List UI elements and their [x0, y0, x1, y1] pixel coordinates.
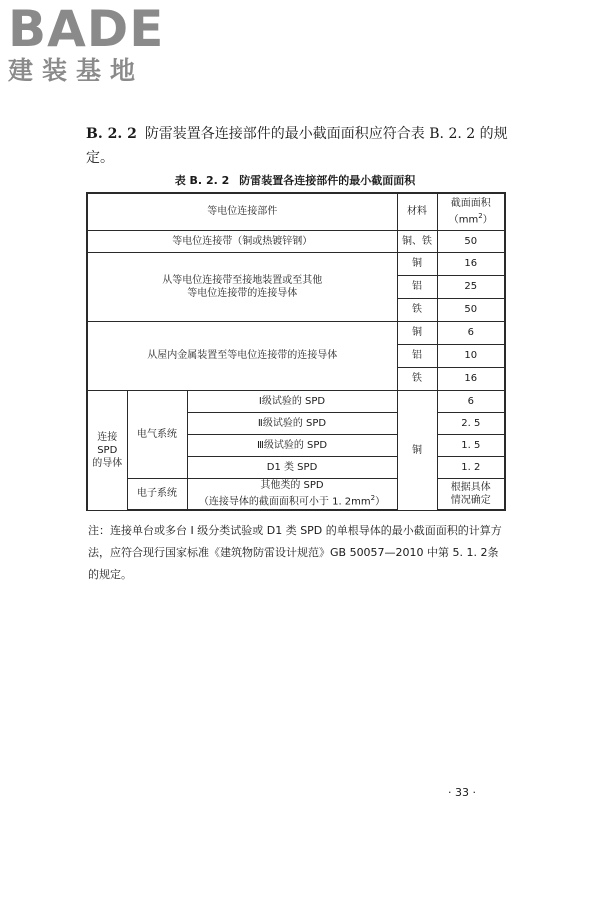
- metal-to-bar-material: 铝: [397, 344, 437, 367]
- bonding-bar-value: 50: [437, 230, 505, 252]
- logo-subtitle: 建装基地: [8, 56, 145, 85]
- metal-to-bar-value: 10: [437, 344, 505, 367]
- electronic-system-label: 电子系统: [127, 478, 187, 510]
- clause-paragraph: [86, 122, 516, 170]
- table-row: [87, 390, 505, 412]
- metal-to-bar-value: 6: [437, 321, 505, 344]
- bar-to-earth-label: 从等电位连接带至接地装置或至其他 等电位连接带的连接导体: [87, 252, 397, 321]
- spd-other-value: 根据具体 情况确定: [437, 478, 505, 510]
- bar-to-earth-value: 16: [437, 252, 505, 275]
- bar-to-earth-material: 铜: [397, 252, 437, 275]
- spd-class1-value: 6: [437, 390, 505, 412]
- header-area-unit: $(mm^2)$: [448, 212, 493, 226]
- metal-to-bar-material: 铁: [397, 367, 437, 390]
- page-number: · 33 ·: [448, 786, 476, 799]
- table-row: [87, 478, 505, 510]
- spd-class3-label: Ⅲ级试验的 SPD: [187, 434, 397, 456]
- bar-to-earth-value: 25: [437, 275, 505, 298]
- table-note: 注：连接单台或多台 Ⅰ 级分类试验或 D1 类 SPD 的单根导体的最小截面面积的计算方法，应符合现行国家标准《建筑物防雷设计规范》GB 50057—2010 中第 5. 1. 2条的规定。: [88, 524, 502, 581]
- spd-class1-label: Ⅰ级试验的 SPD: [187, 390, 397, 412]
- table-title: [86, 172, 504, 188]
- spd-group-label: 连接 SPD 的导体: [87, 390, 127, 510]
- bar-to-earth-material: 铝: [397, 275, 437, 298]
- bonding-bar-label: 等电位连接带（铜或热镀锌钢）: [87, 230, 397, 252]
- metal-to-bar-material: 铜: [397, 321, 437, 344]
- header-material: 材料: [397, 193, 437, 230]
- spd-d1-label: D1 类 SPD: [187, 456, 397, 478]
- metal-to-bar-label: 从屋内金属装置至等电位连接带的连接导体: [87, 321, 397, 390]
- electrical-system-label: 电气系统: [127, 390, 187, 478]
- bonding-bar-material: 铜、铁: [397, 230, 437, 252]
- table-row: [87, 252, 505, 275]
- cross-section-table: [86, 192, 506, 511]
- header-component: 等电位连接部件: [87, 193, 397, 230]
- clause-text: 防雷装置各连接部件的最小截面面积应符合表 B. 2. 2 的规定。: [86, 126, 508, 166]
- spd-material: 铜: [397, 390, 437, 510]
- header-area: [437, 193, 505, 230]
- table-header-row: [87, 193, 505, 230]
- spd-d1-value: 1. 2: [437, 456, 505, 478]
- spd-class2-label: Ⅱ级试验的 SPD: [187, 412, 397, 434]
- header-area-label: 截面面积: [450, 198, 491, 210]
- clause-number: B. 2. 2: [86, 126, 137, 142]
- table-row: [87, 321, 505, 344]
- metal-to-bar-value: 16: [437, 367, 505, 390]
- table-title-text: 防雷装置各连接部件的最小截面面积: [239, 174, 416, 187]
- spd-class2-value: 2. 5: [437, 412, 505, 434]
- bar-to-earth-material: 铁: [397, 298, 437, 321]
- spd-other-label: 其他类的 SPD （连接导体的截面面积可小于 1. $2mm^2$）: [187, 478, 397, 510]
- table-row: [87, 230, 505, 252]
- spd-class3-value: 1. 5: [437, 434, 505, 456]
- logo-wordmark: BADE: [8, 0, 165, 58]
- site-logo: [8, 0, 178, 94]
- table-number: 表 B. 2. 2: [174, 174, 230, 187]
- bar-to-earth-value: 50: [437, 298, 505, 321]
